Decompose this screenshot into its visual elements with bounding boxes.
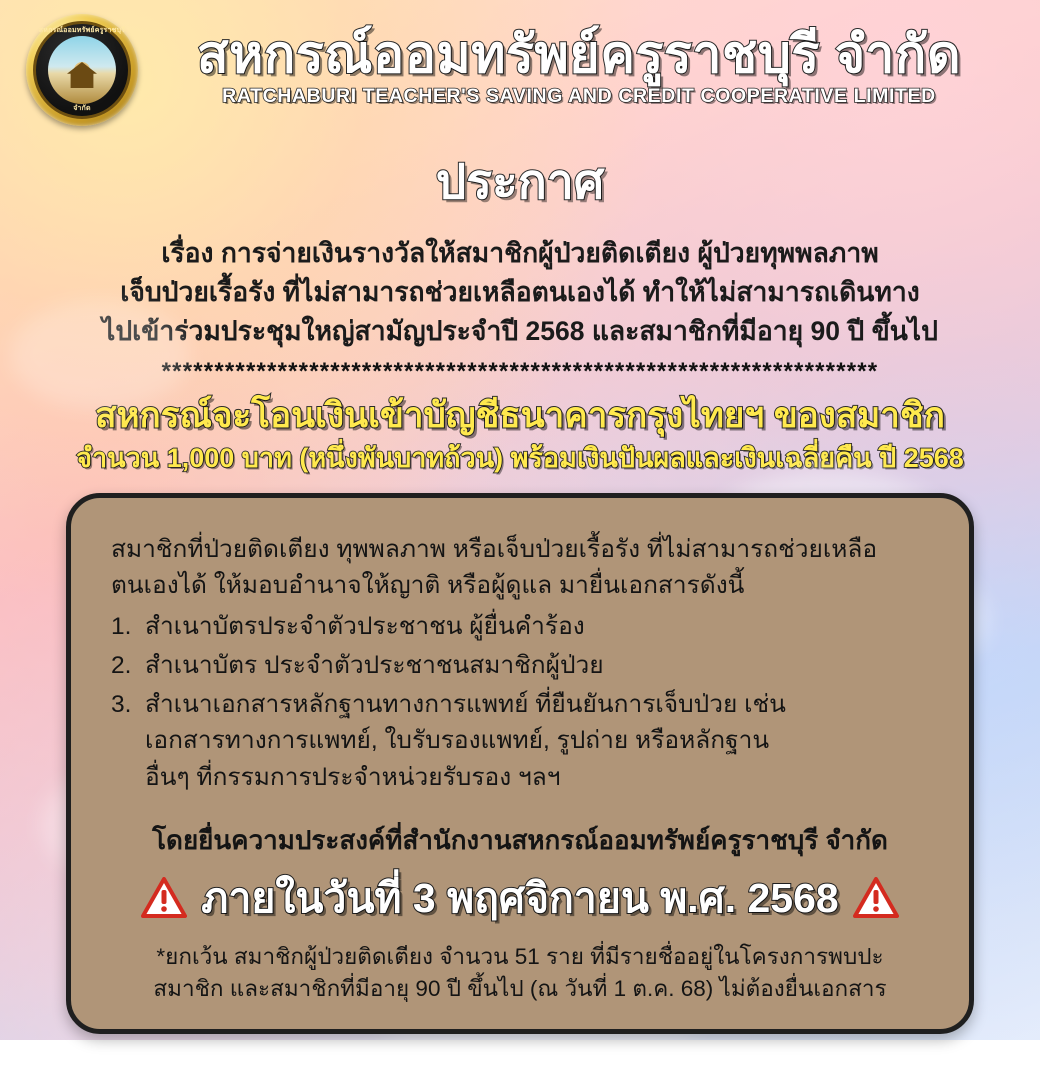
asterisk-divider: ********************************************************************: [161, 357, 879, 384]
logo-inner-scene: [48, 36, 116, 104]
details-card: [66, 493, 974, 1034]
highlight-line-1: สหกรณ์จะโอนเงินเข้าบัญชีธนาคารกรุงไทยฯ ของสมาชิก: [95, 395, 945, 435]
logo-text-bottom: จำกัด: [73, 105, 91, 112]
logo-text-top: สหกรณ์ออมทรัพย์ครูราชบุรี: [38, 27, 126, 34]
list-item-text: สำเนาเอกสารหลักฐานทางการแพทย์ ที่ยืนยันการเจ็บป่วย เช่น: [145, 690, 786, 718]
list-item-number: 1.: [111, 613, 132, 640]
list-item-text: สำเนาบัตรประจำตัวประชาชน ผู้ยื่นคำร้อง: [145, 613, 585, 640]
header-titles: [144, 28, 1014, 107]
cooperative-name-thai: สหกรณ์ออมทรัพย์ครูราชบุรี จำกัด: [196, 26, 962, 85]
list-item-number: 2.: [111, 651, 132, 679]
footnote: [111, 941, 929, 1005]
list-item-text: เอกสารทางการแพทย์, ใบรับรองแพทย์, รูปถ่าย หรือหลักฐาน: [145, 727, 770, 755]
card-intro-line: ตนเองได้ ให้มอบอำนาจให้ญาติ หรือผู้ดูแล มายื่นเอกสารดังนี้: [111, 572, 745, 600]
warning-triangle-icon: [853, 877, 899, 919]
warning-triangle-icon: [141, 877, 187, 919]
list-item-number: 3.: [111, 690, 132, 718]
submit-location-text: โดยยื่นความประสงค์ที่สำนักงานสหกรณ์ออมทรัพย์ครูราชบุรี จำกัด: [152, 824, 888, 855]
deadline-row: [111, 866, 929, 931]
announcement-subject: [70, 234, 970, 352]
document-list: [111, 609, 929, 797]
list-item-text: สำเนาบัตร ประจำตัวประชาชนสมาชิกผู้ป่วย: [145, 651, 604, 679]
footnote-line: สมาชิก และสมาชิกที่มีอายุ 90 ปี ขึ้นไป (ณ วันที่ 1 ต.ค. 68) ไม่ต้องยื่นเอกสาร: [153, 975, 887, 1001]
card-intro-line: สมาชิกที่ป่วยติดเตียง ทุพพลภาพ หรือเจ็บป่วยเรื้อรัง ที่ไม่สามารถช่วยเหลือ: [111, 535, 878, 563]
highlight-line-2: จำนวน 1,000 บาท (หนึ่งพันบาทถ้วน) พร้อมเงินปันผลและเงินเฉลี่ยคืน ปี 2568: [76, 443, 964, 474]
highlight-block: [30, 394, 1010, 477]
cooperative-name-english: RATCHABURI TEACHER'S SAVING AND CREDIT COOPERATIVE LIMITED: [222, 84, 936, 107]
subject-line: เจ็บป่วยเรื้อรัง ที่ไม่สามารถช่วยเหลือตนเองได้ ทำให้ไม่สามารถเดินทาง: [120, 277, 920, 308]
poster-header: [0, 0, 1040, 122]
list-item-text: อื่นๆ ที่กรรมการประจำหน่วยรับรอง ฯลฯ: [145, 764, 561, 791]
deadline-text: ภายในวันที่ 3 พฤศจิกายน พ.ศ. 2568: [201, 874, 839, 921]
list-item: [111, 648, 929, 685]
logo-temple-icon: [67, 62, 97, 88]
list-item: [111, 609, 929, 646]
subject-line: ไปเข้าร่วมประชุมใหญ่สามัญประจำปี 2568 และสมาชิกที่มีอายุ 90 ปี ขึ้นไป: [102, 316, 938, 347]
announcement-heading: ประกาศ: [435, 156, 605, 209]
cooperative-seal-logo-icon: [26, 14, 138, 126]
card-intro: [111, 532, 929, 606]
list-item: [111, 687, 929, 797]
subject-line: เรื่อง การจ่ายเงินรางวัลให้สมาชิกผู้ป่วยติดเตียง ผู้ป่วยทุพพลภาพ: [161, 238, 879, 268]
footnote-line: *ยกเว้น สมาชิกผู้ป่วยติดเตียง จำนวน 51 ราย ที่มีรายชื่ออยู่ในโครงการพบปะ: [156, 943, 884, 969]
